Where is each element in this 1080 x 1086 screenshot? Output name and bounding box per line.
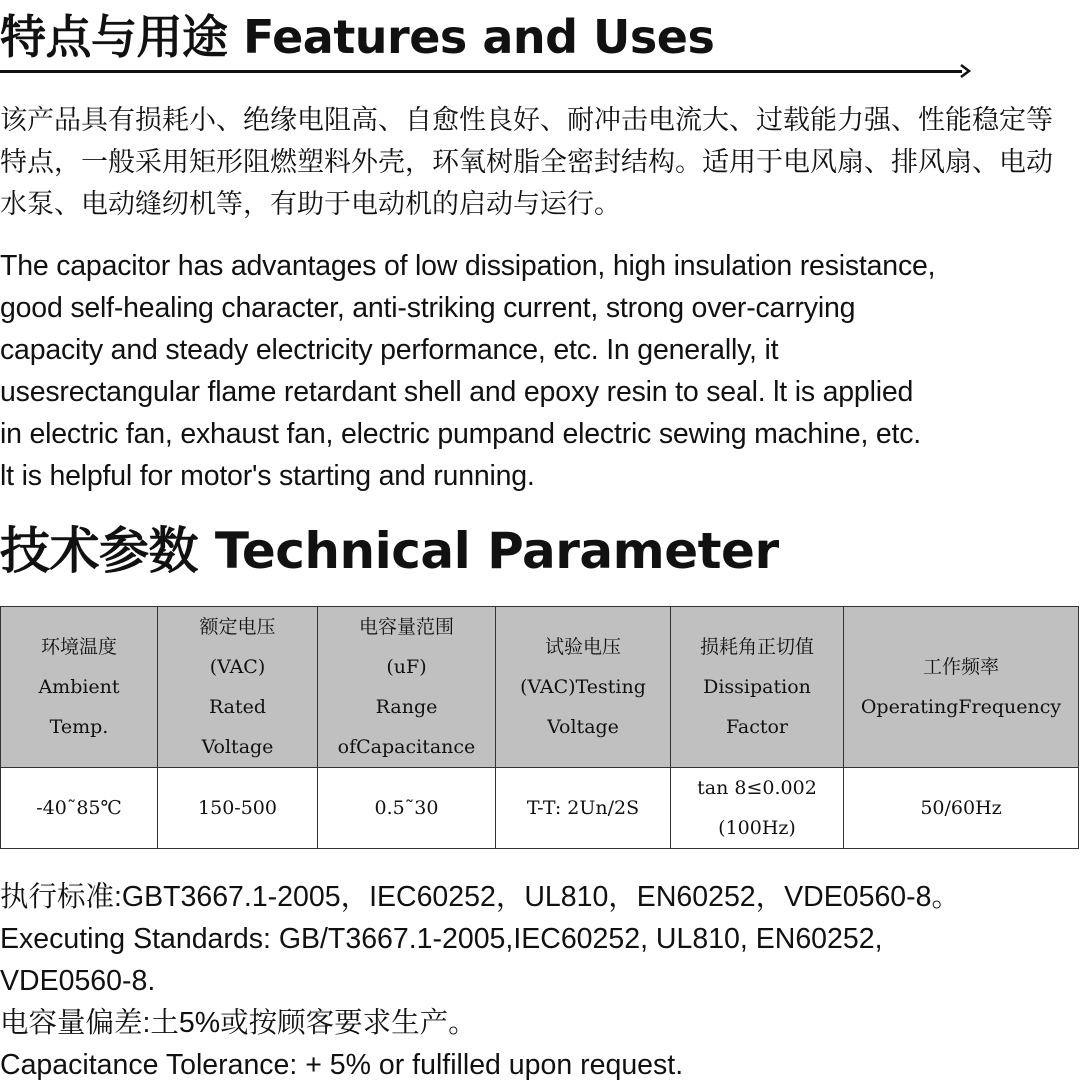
- header-underline: [0, 70, 962, 73]
- table-header-line: (uF): [386, 656, 427, 678]
- features-en-line: capacity and steady electricity performance, etc. In generally, it: [0, 334, 779, 366]
- table-header-cell: [158, 607, 318, 768]
- table-header-line: 工作频率: [922, 656, 999, 678]
- table-header-line: (VAC)Testing: [520, 676, 646, 698]
- table-cell-line: 50/60Hz: [920, 797, 1002, 819]
- table-header-cell: [318, 607, 496, 768]
- table-cell: [158, 768, 318, 849]
- table-header-line: 电容量范围: [358, 616, 454, 638]
- table-cell-line: tan 8≤0.002: [697, 777, 817, 799]
- table-cell-line: T-T: 2Un/2S: [526, 797, 640, 819]
- features-description-cn: 该产品具有损耗小、绝缘电阻高、自愈性良好、耐冲击电流大、过载能力强、性能稳定等特点，一般采用矩形阻燃塑料外壳，环氧树脂全密封结构。适用于电风扇、排风扇、电动水泵、电动缝纫机等，有助于电动机的启动与运行。: [0, 105, 1053, 220]
- table-cell-line: (100Hz): [718, 817, 796, 839]
- table-header-line: Factor: [725, 716, 789, 738]
- table-cell: [1, 768, 158, 849]
- features-en-line: The capacitor has advantages of low dissipation, high insulation resistance,: [0, 250, 936, 282]
- features-section-header: [0, 10, 715, 64]
- table-header-line: Voltage: [547, 716, 619, 738]
- table-header-line: (VAC): [209, 656, 266, 678]
- table-header-line: Range: [375, 696, 438, 718]
- features-title: 特点与用途 Features and Uses: [0, 10, 715, 64]
- table-header-line: 损耗角正切值: [699, 636, 814, 658]
- table-header-line: 试验电压: [544, 636, 621, 658]
- table-header-line: ofCapacitance: [337, 736, 476, 758]
- table-cell: [496, 768, 671, 849]
- table-cell-line: 150-500: [198, 797, 277, 819]
- table-header-line: 额定电压: [199, 616, 276, 638]
- technical-section-header: [0, 522, 779, 580]
- table-header-line: Temp.: [49, 716, 109, 738]
- table-header-line: Ambient: [38, 676, 120, 698]
- features-en-line: good self-healing character, anti-striking current, strong over-carrying: [0, 292, 856, 324]
- standards-cn: 执行标准:GBT3667.1-2005，IEC60252，UL810，EN60252，VDE0560-8。: [0, 881, 960, 913]
- table-cell: [844, 768, 1079, 849]
- standards-en-line: VDE0560-8.: [0, 965, 156, 997]
- table-cell-line: -40˜85℃: [36, 797, 122, 819]
- table-header-line: OperatingFrequency: [860, 696, 1062, 718]
- table-header-row: [1, 607, 1079, 768]
- table-header-line: Dissipation: [703, 676, 811, 698]
- table-header-cell: [671, 607, 844, 768]
- features-en-line: lt is helpful for motor's starting and running.: [0, 460, 535, 492]
- standards-en-line: Executing Standards: GB/T3667.1-2005,IEC60252, UL810, EN60252,: [0, 923, 883, 955]
- table-header-line: 环境温度: [40, 636, 117, 658]
- table-cell: [318, 768, 496, 849]
- features-description-en: [0, 245, 1080, 497]
- tolerance-en: Capacitance Tolerance: + 5% or fulfilled upon request.: [0, 1049, 684, 1081]
- table-header-cell: [496, 607, 671, 768]
- table-header-cell: [1, 607, 158, 768]
- table-row: [1, 768, 1079, 849]
- table-cell: [671, 768, 844, 849]
- arrow-right-icon: [958, 64, 972, 78]
- parameter-table: [0, 606, 1079, 849]
- table-header-line: Voltage: [201, 736, 274, 758]
- table-header-cell: [844, 607, 1079, 768]
- features-en-line: in electric fan, exhaust fan, electric pumpand electric sewing machine, etc.: [0, 418, 922, 450]
- features-en-line: usesrectangular flame retardant shell and epoxy resin to seal. lt is applied: [0, 376, 914, 408]
- tolerance-cn: 电容量偏差:土5%或按顾客要求生产。: [0, 1007, 477, 1039]
- table-header-line: Rated: [208, 696, 267, 718]
- technical-title: 技术参数 Technical Parameter: [0, 522, 779, 580]
- table-cell-line: 0.5˜30: [374, 797, 439, 819]
